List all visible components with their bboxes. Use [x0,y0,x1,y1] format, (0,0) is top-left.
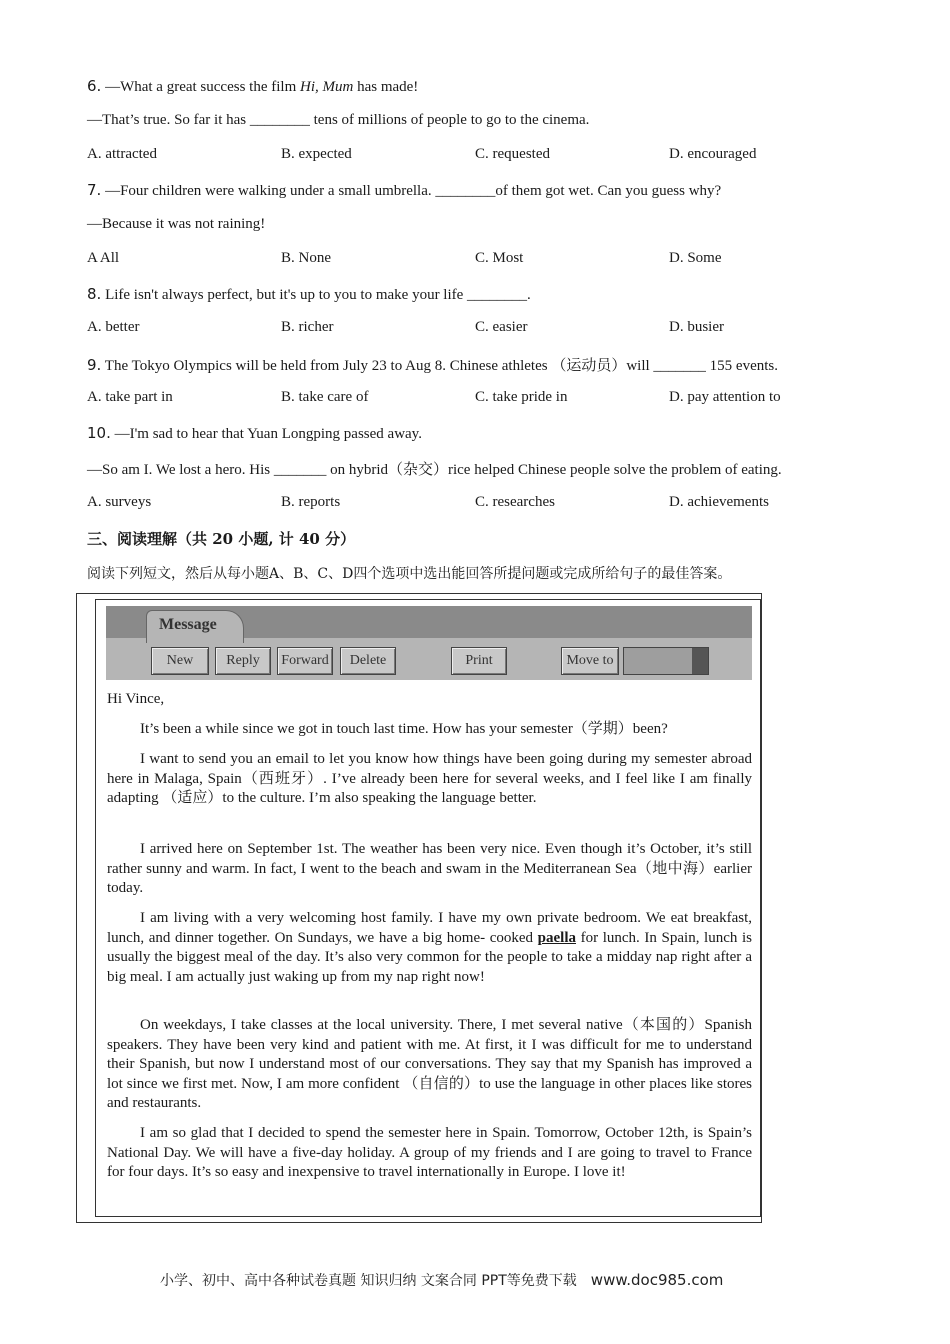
option-b: B. expected [281,146,352,162]
option-b: B. richer [281,319,334,335]
question-6-response: —That’s true. So far it has ________ tens of millions of people to go to the cinema. [87,112,590,128]
email-greeting: Hi Vince, [107,691,165,707]
option-d: D. achievements [669,494,769,510]
option-a: A. attracted [87,146,157,162]
option-d: D. Some [669,250,722,266]
option-c: C. requested [475,146,550,162]
option-a: A. take part in [87,389,173,405]
email-paragraph-6: I am so glad that I decided to spend the semester here in Spain. Tomorrow, October 12th, is Spain’s National Day. We will have a five-day holiday. A group of my friends and I are going to travel to France for four days. It’s so easy and inexpensive to travel internationally in Europe. I love it! [107,1125,752,1181]
option-d: D. encouraged [669,146,757,162]
move-to-button: Move to [561,647,619,675]
question-8 [87,285,531,304]
question-stem: Life isn't always perfect, but it's up to you to make your life ________. [105,287,531,303]
question-number: 7. [87,181,102,199]
question-stem-end: has made! [353,79,419,95]
film-title: Hi, Mum [300,79,354,95]
message-tab-label: Message [159,616,217,633]
footer-text: 小学、初中、高中各种试卷真题 知识归纳 文案合同 PPT等免费下载 [160,1273,577,1289]
forward-button: Forward [277,647,333,675]
question-number: 8. [87,285,102,303]
section-title: 三、阅读理解（共 20 小题, 计 40 分） [87,530,356,548]
option-a: A. surveys [87,494,152,510]
question-stem: —What a great success the film [105,79,300,95]
question-7-response: —Because it was not raining! [87,216,266,232]
message-window-toolbar [106,606,752,680]
option-a: A. better [87,319,140,335]
email-paragraph-1: It’s been a while since we got in touch last time. How has your semester（学期）been? [140,721,668,737]
option-c: C. researches [475,494,555,510]
reply-button: Reply [215,647,271,675]
question-6 [87,77,418,96]
email-paragraph-3: I arrived here on September 1st. The weather has been very nice. Even though it’s October, it’s still rather sunny and warm. In fact, I went to the beach and swam in the Mediterranean Sea（地中海）earlier today. [107,841,752,897]
option-c: C. easier [475,319,528,335]
question-stem: The Tokyo Olympics will be held from July 23 to Aug 8. Chinese athletes （运动员）will _______ 155 events. [104,358,778,374]
question-10-response: —So am I. We lost a hero. His _______ on hybrid（杂交）rice helped Chinese people solve the problem of eating. [87,462,782,478]
footer-site: www.doc985.com [590,1271,724,1289]
option-d: D. pay attention to [669,389,781,405]
underlined-word-paella: paella [537,929,577,946]
question-number: 9. [87,356,102,374]
question-9 [87,354,778,375]
move-to-select [623,647,709,675]
delete-button: Delete [340,647,396,675]
dropdown-arrow-icon [692,648,708,674]
message-tab [146,610,244,643]
option-b: B. take care of [281,389,369,405]
option-c: C. take pride in [475,389,568,405]
email-paragraph-5: On weekdays, I take classes at the local university. There, I met several native（本国的）Spanish speakers. They have been very kind and patient with me. At first, it I was difficult for me to understand their Spanish, but now I understand most of our conversations. They say that my Spanish has improved a lot since we first met. Now, I am more confident （自信的）to use the language in other places like stores and restaurants. [107,1017,752,1112]
option-c: C. Most [475,250,524,266]
question-number: 10. [87,424,111,442]
print-button: Print [451,647,507,675]
question-10 [87,424,422,443]
email-paragraph-4: I am living with a very welcoming host family. I have my own private bedroom. We eat breakfast, lunch, and dinner together. On Sundays, we have a big home- cooked paella for lunch. In Spain, lunch is usually the biggest meal of the day. It’s also very common for the people to take a midday nap right after a big meal. I am actually just waking up from my nap right now! [107,910,753,985]
option-d: D. busier [669,319,724,335]
question-number: 6. [87,77,102,95]
question-stem: —Four children were walking under a small umbrella. ________of them got wet. Can you guess why? [105,183,722,199]
question-7 [87,181,721,200]
section-instruction: 阅读下列短文，然后从每小题A、B、C、D四个选项中选出能回答所提问题或完成所给句子的最佳答案。 [87,566,732,582]
option-a: A All [87,250,120,266]
new-button: New [151,647,209,675]
email-paragraph-2: I want to send you an email to let you know how things have been going during my semester abroad here in Malaga, Spain（西班牙）. I’ve already been here for several weeks, and I feel like I am finally adapting （适应）to the culture. I’m also speaking the language better. [107,751,752,807]
option-b: B. reports [281,494,341,510]
page-footer [160,1270,723,1290]
option-b: B. None [281,250,331,266]
question-stem: —I'm sad to hear that Yuan Longping passed away. [114,426,422,442]
